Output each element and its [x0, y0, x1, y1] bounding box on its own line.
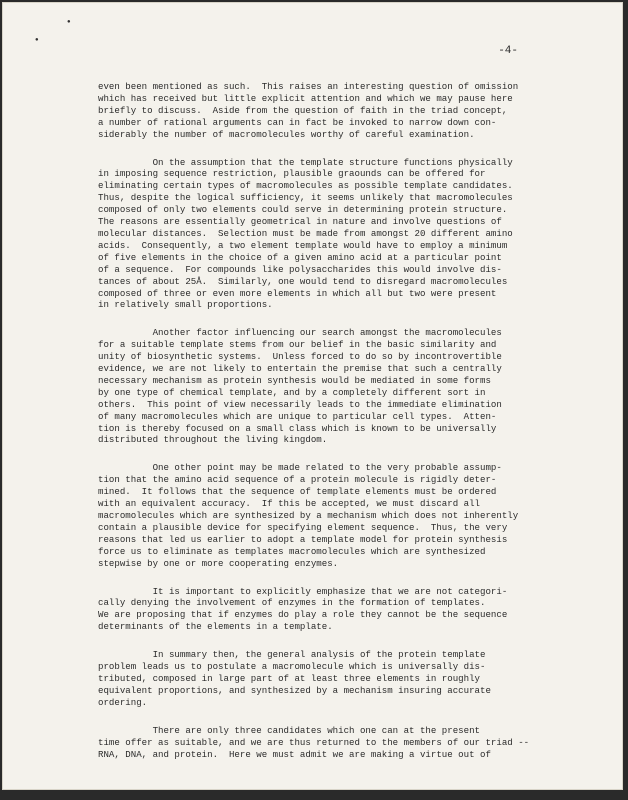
paragraph: There are only three candidates which one can at the present time offer as suitable, and we are thus returned to the members of our triad -- RNA, DNA, and protein. Here we must admit we are making a virtue out of [98, 724, 530, 760]
paragraph: even been mentioned as such. This raises an interesting question of omission which has received but little explicit attention and which we may pause here briefly to discuss. Aside from the question of faith in the triad concept, a number of rational arguments can in fact be invoked to narrow down con- siderably the number of macromolecules worthy of careful examination. [98, 81, 519, 140]
paragraph: One other point may be made related to the very probable assump- tion that the amino acid sequence of a protein molecule is rigidly deter- mined. It follows that the sequence of template elements must be ordered with an equivalent accuracy. If this be accepted, we must discard all macromolecules which are synthesized by a mechanism which does not inherently contain a plausible device for specifying element sequence. Thus, the very reasons that led us earlier to adopt a template model for protein synthesis force us to eliminate as templates macromolecules which are synthesized stepwise by one or more cooperating enzymes. [98, 462, 519, 569]
body-text [98, 81, 538, 776]
stray-mark: ● [67, 18, 71, 25]
document-page [2, 2, 623, 790]
paragraph: On the assumption that the template structure functions physically in imposing sequence restriction, plausible graounds can be offered for eliminating certain types of macromolecules as possible template candidates. Thus, despite the logical sufficiency, it seems unlikely that macromolecules composed of only two elements could serve in determining protein structure. The reasons are essentially geometrical in nature and involve questions of molecular distances. Selection must be made from amongst 20 different amino acids. Consequently, a two element template would have to employ a minimum of five elements in the choice of a given amino acid at a particular point of a sequence. For compounds like polysaccharides this would involve dis- tances of about 25Å. Similarly, one would tend to disregard macromolecules composed of three or even more elements in which all but two were present in relatively small proportions. [98, 156, 513, 311]
page-number: -4- [498, 45, 518, 57]
stray-mark: ● [35, 36, 39, 43]
paragraph: In summary then, the general analysis of the protein template problem leads us to postulate a macromolecule which is universally dis- tributed, composed in large part of at least three elements in roughly equivalent proportions, and synthesized by a mechanism insuring accurate ordering. [98, 649, 491, 708]
paragraph: It is important to explicitly emphasize that we are not categori- cally denying the involvement of enzymes in the formation of templates. We are proposing that if enzymes do play a role they cannot be the sequence determinants of the elements in a template. [98, 585, 508, 633]
paragraph: Another factor influencing our search amongst the macromolecules for a suitable template stems from our belief in the basic similarity and unity of biosynthetic systems. Unless forced to do so by incontrovertible evidence, we are not likely to entertain the premise that such a centrally necessary mechanism as protein synthesis would be mediated in some forms by one type of chemical template, and by a completely different sort in others. This point of view necessarily leads to the immediate elimination of many macromolecules which are unique to particular cell types. Atten- tion is thereby focused on a small class which is known to be universally distributed throughout the living kingdom. [98, 327, 502, 446]
